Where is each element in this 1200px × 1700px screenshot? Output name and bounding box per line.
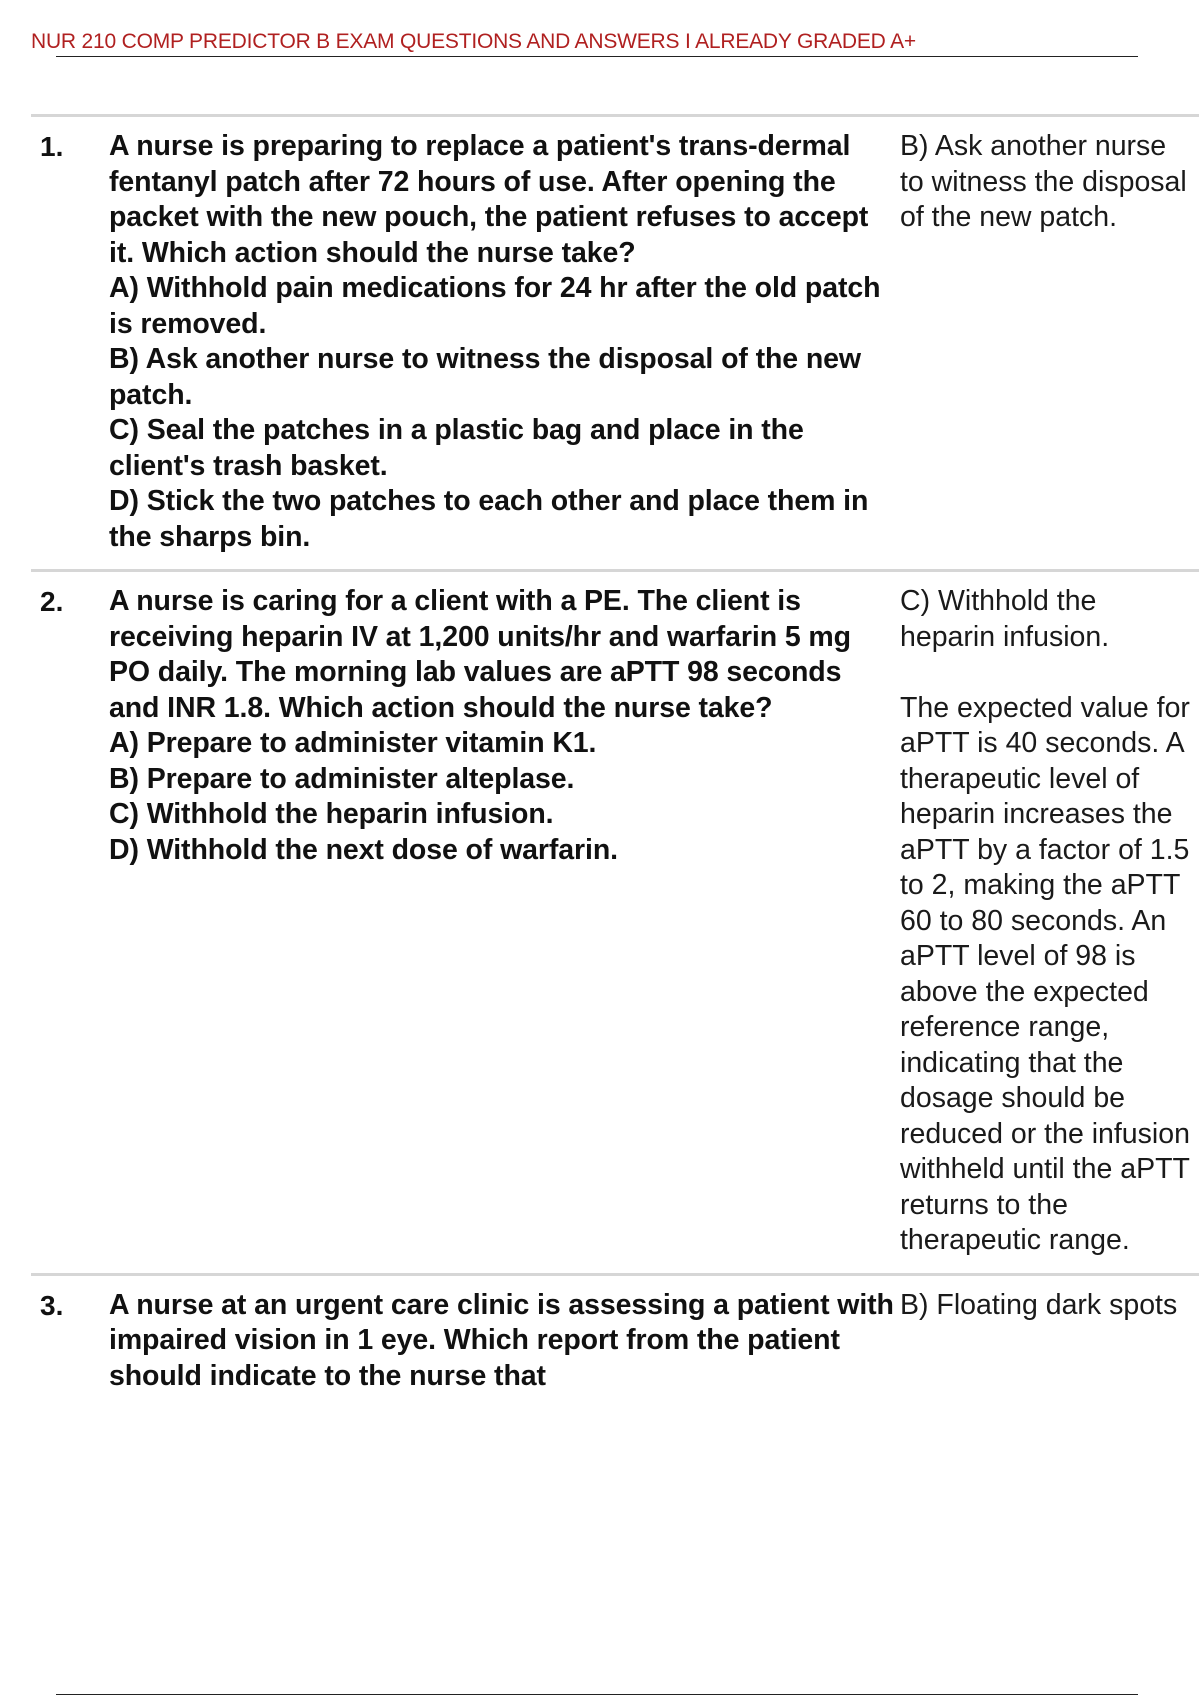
correct-answer: B) Floating dark spots [900, 1288, 1178, 1321]
question-row-1 [31, 117, 1200, 569]
question-body [109, 584, 894, 1259]
question-row-2 [31, 572, 1200, 1273]
document-header-title: NUR 210 COMP PREDICTOR B EXAM QUESTIONS AND ANSWERS I ALREADY GRADED A+ [31, 30, 916, 53]
question-stem: A nurse is caring for a client with a PE. The client is receiving heparin IV at 1,200 units/hr and warfarin 5 mg PO daily. The morning lab values are aPTT 98 seconds and INR 1.8. Which action should the nurse take? [109, 585, 851, 724]
answer-option-a: A) Prepare to administer vitamin K1. [109, 727, 597, 759]
answer-option-c: C) Withhold the heparin infusion. [109, 798, 554, 830]
question-stem: A nurse at an urgent care clinic is assessing a patient with impaired vision in 1 eye. Which report from the patient should indicate to the nurse that [109, 1288, 894, 1392]
question-body [109, 1288, 894, 1395]
answer-option-b: B) Prepare to administer alteplase. [109, 762, 575, 795]
correct-answer-column [894, 1288, 1190, 1395]
answer-rationale: The expected value for aPTT is 40 seconds. A therapeutic level of heparin increases the aPTT by a factor of 1.5 to 2, making the aPTT 60 to 80 seconds. An aPTT level of 98 is above the expected reference range, indicating that the dosage should be reduced or the infusion withheld until the aPTT returns to the therapeutic range. [900, 691, 1190, 1256]
question-stem: A nurse is preparing to replace a patient's trans-dermal fentanyl patch after 72 hours of use. After opening the packet with the new pouch, the patient refuses to accept it. Which action should the nurse take? [109, 130, 869, 269]
correct-answer-column [894, 129, 1190, 555]
question-row-3 [31, 1276, 1200, 1409]
answer-option-b: B) Ask another nurse to witness the disposal of the new patch. [109, 343, 861, 411]
question-number: 2. [40, 586, 64, 617]
footer-rule [56, 1694, 1138, 1695]
question-number: 3. [40, 1289, 64, 1321]
answer-option-a: A) Withhold pain medications for 24 hr after the old patch is removed. [109, 272, 881, 340]
answer-option-d: D) Stick the two patches to each other and place them in the sharps bin. [109, 485, 869, 553]
question-body [109, 129, 894, 555]
correct-answer: B) Ask another nurse to witness the disposal of the new patch. [900, 130, 1187, 233]
correct-answer-column [894, 584, 1190, 1259]
correct-answer: C) Withhold the heparin infusion. [900, 585, 1110, 653]
question-number: 1. [40, 131, 64, 162]
header-rule [56, 56, 1138, 57]
answer-option-d: D) Withhold the next dose of warfarin. [109, 833, 618, 866]
question-answer-table [31, 114, 1200, 1408]
answer-option-c: C) Seal the patches in a plastic bag and place in the client's trash basket. [109, 414, 804, 482]
